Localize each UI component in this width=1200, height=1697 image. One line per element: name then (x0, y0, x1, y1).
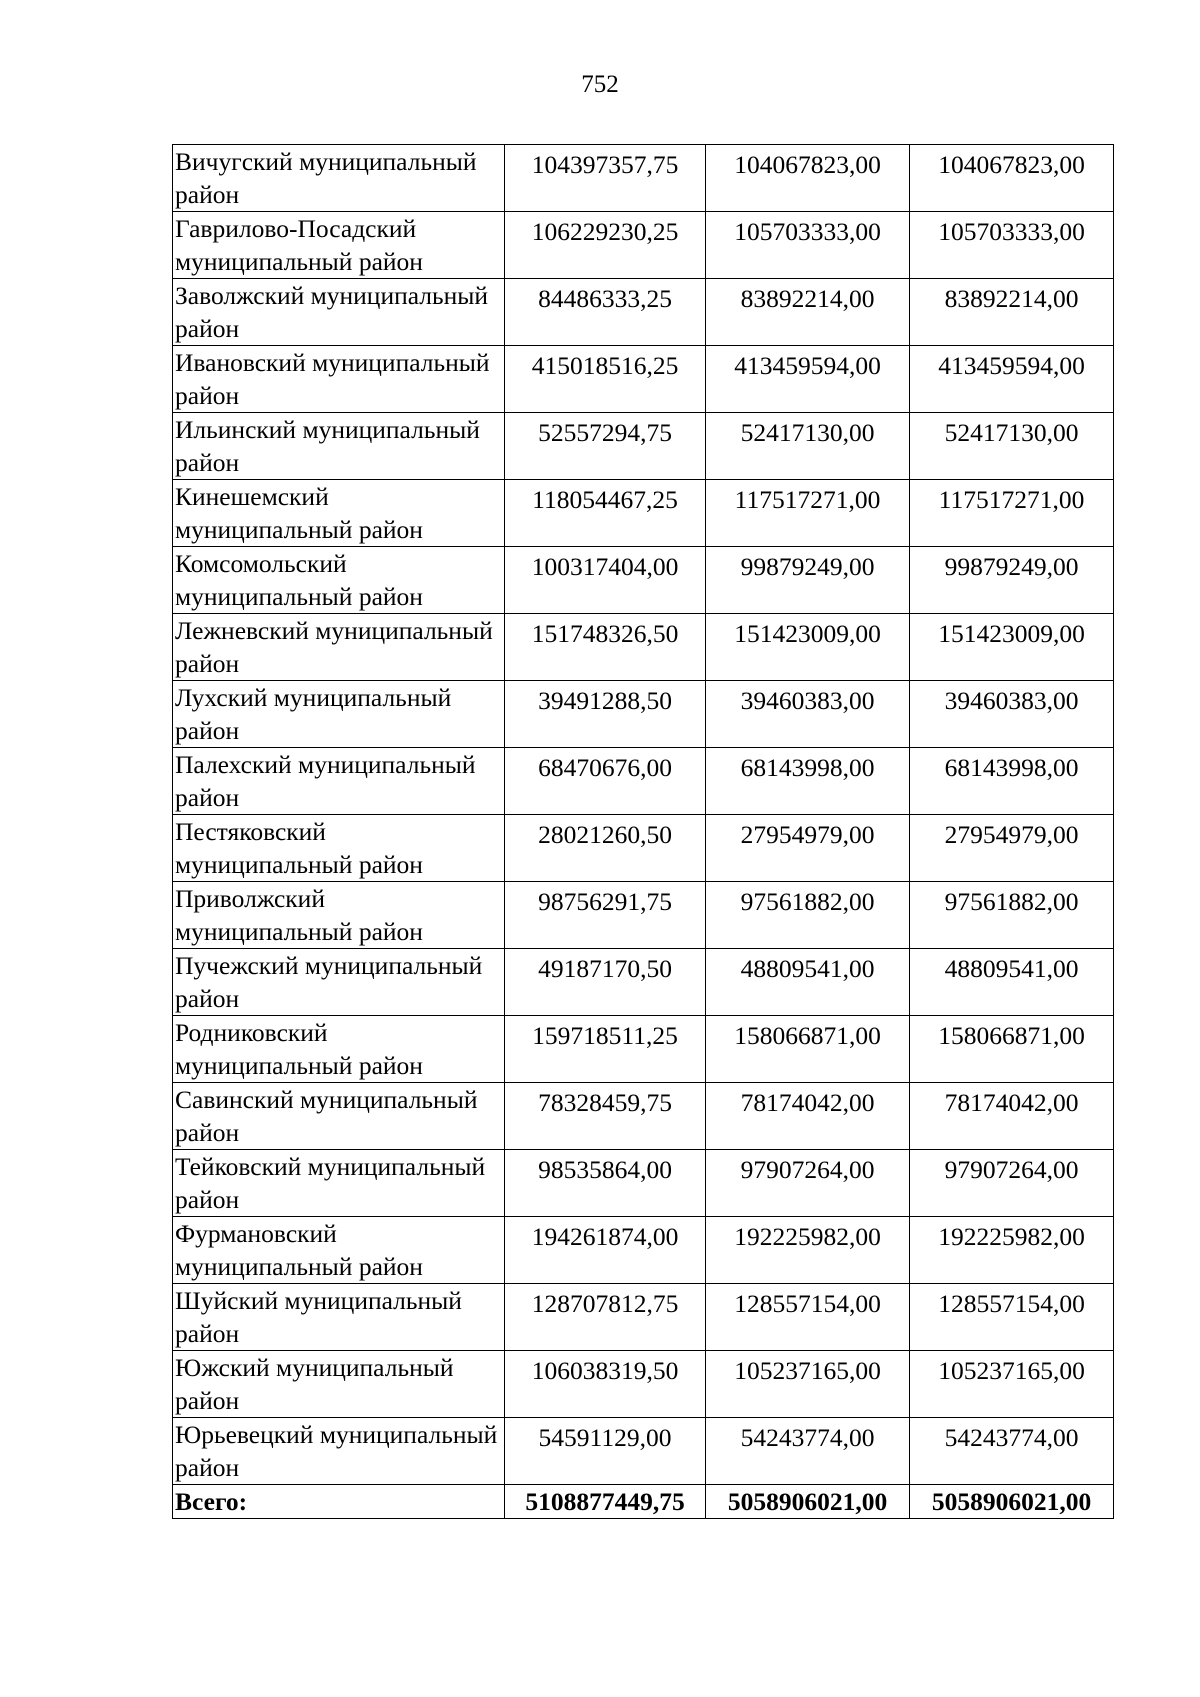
value-3-cell: 83892214,00 (910, 279, 1114, 346)
value-3-cell: 52417130,00 (910, 413, 1114, 480)
value-3-cell: 192225982,00 (910, 1217, 1114, 1284)
value-3-cell: 97907264,00 (910, 1150, 1114, 1217)
table-row (173, 413, 1114, 480)
value-2-cell: 52417130,00 (706, 413, 910, 480)
district-name-cell: Тейковский муниципальный район (173, 1150, 505, 1217)
value-1-cell: 194261874,00 (505, 1217, 706, 1284)
table-row (173, 1284, 1114, 1351)
value-1-cell: 98756291,75 (505, 882, 706, 949)
value-1-cell: 159718511,25 (505, 1016, 706, 1083)
table-row (173, 346, 1114, 413)
value-2-cell: 83892214,00 (706, 279, 910, 346)
table-row (173, 1418, 1114, 1485)
table-row (173, 815, 1114, 882)
value-1-cell: 98535864,00 (505, 1150, 706, 1217)
value-2-cell: 104067823,00 (706, 145, 910, 212)
table-row (173, 480, 1114, 547)
value-2-cell: 48809541,00 (706, 949, 910, 1016)
value-2-cell: 151423009,00 (706, 614, 910, 681)
district-name-cell: Кинешемский муниципальный район (173, 480, 505, 547)
value-2-cell: 158066871,00 (706, 1016, 910, 1083)
value-3-cell: 54243774,00 (910, 1418, 1114, 1485)
total-value-1: 5108877449,75 (505, 1485, 706, 1519)
district-name-cell: Фурмановский муниципальный район (173, 1217, 505, 1284)
value-3-cell: 105237165,00 (910, 1351, 1114, 1418)
total-row (173, 1485, 1114, 1519)
table-row (173, 1016, 1114, 1083)
value-2-cell: 97907264,00 (706, 1150, 910, 1217)
value-3-cell: 39460383,00 (910, 681, 1114, 748)
district-name-cell: Лежневский муниципальный район (173, 614, 505, 681)
value-2-cell: 39460383,00 (706, 681, 910, 748)
value-2-cell: 105703333,00 (706, 212, 910, 279)
table-body (173, 145, 1114, 1519)
value-1-cell: 49187170,50 (505, 949, 706, 1016)
total-value-3: 5058906021,00 (910, 1485, 1114, 1519)
value-1-cell: 54591129,00 (505, 1418, 706, 1485)
district-name-cell: Южский муниципальный район (173, 1351, 505, 1418)
value-3-cell: 27954979,00 (910, 815, 1114, 882)
value-2-cell: 78174042,00 (706, 1083, 910, 1150)
table-row (173, 949, 1114, 1016)
table-row (173, 547, 1114, 614)
district-name-cell: Пучежский муниципальный район (173, 949, 505, 1016)
table-row (173, 1150, 1114, 1217)
value-3-cell: 128557154,00 (910, 1284, 1114, 1351)
table-row (173, 145, 1114, 212)
table-row (173, 1351, 1114, 1418)
district-name-cell: Родниковский муниципальный район (173, 1016, 505, 1083)
table-row (173, 614, 1114, 681)
district-name-cell: Палехский муниципальный район (173, 748, 505, 815)
table-row (173, 279, 1114, 346)
table-row (173, 1083, 1114, 1150)
district-name-cell: Приволжский муниципальный район (173, 882, 505, 949)
value-2-cell: 117517271,00 (706, 480, 910, 547)
value-2-cell: 413459594,00 (706, 346, 910, 413)
district-name-cell: Ивановский муниципальный район (173, 346, 505, 413)
value-2-cell: 105237165,00 (706, 1351, 910, 1418)
value-1-cell: 128707812,75 (505, 1284, 706, 1351)
value-1-cell: 78328459,75 (505, 1083, 706, 1150)
district-name-cell: Юрьевецкий муниципальный район (173, 1418, 505, 1485)
district-name-cell: Заволжский муниципальный район (173, 279, 505, 346)
value-3-cell: 68143998,00 (910, 748, 1114, 815)
value-3-cell: 48809541,00 (910, 949, 1114, 1016)
value-1-cell: 106038319,50 (505, 1351, 706, 1418)
district-name-cell: Комсомольский муниципальный район (173, 547, 505, 614)
district-name-cell: Савинский муниципальный район (173, 1083, 505, 1150)
table-row (173, 882, 1114, 949)
value-2-cell: 192225982,00 (706, 1217, 910, 1284)
value-3-cell: 151423009,00 (910, 614, 1114, 681)
value-1-cell: 104397357,75 (505, 145, 706, 212)
table-row (173, 681, 1114, 748)
value-2-cell: 128557154,00 (706, 1284, 910, 1351)
value-3-cell: 99879249,00 (910, 547, 1114, 614)
value-1-cell: 118054467,25 (505, 480, 706, 547)
value-2-cell: 27954979,00 (706, 815, 910, 882)
district-name-cell: Гаврилово-Посадский муниципальный район (173, 212, 505, 279)
value-3-cell: 413459594,00 (910, 346, 1114, 413)
value-2-cell: 99879249,00 (706, 547, 910, 614)
page-number: 752 (581, 71, 619, 98)
table-row (173, 748, 1114, 815)
table-row (173, 212, 1114, 279)
total-value-2: 5058906021,00 (706, 1485, 910, 1519)
value-3-cell: 158066871,00 (910, 1016, 1114, 1083)
value-1-cell: 39491288,50 (505, 681, 706, 748)
value-2-cell: 68143998,00 (706, 748, 910, 815)
district-name-cell: Вичугский муниципальный район (173, 145, 505, 212)
value-3-cell: 105703333,00 (910, 212, 1114, 279)
value-1-cell: 100317404,00 (505, 547, 706, 614)
district-name-cell: Лухский муниципальный район (173, 681, 505, 748)
value-1-cell: 106229230,25 (505, 212, 706, 279)
district-name-cell: Пестяковский муниципальный район (173, 815, 505, 882)
value-1-cell: 52557294,75 (505, 413, 706, 480)
value-3-cell: 104067823,00 (910, 145, 1114, 212)
value-2-cell: 97561882,00 (706, 882, 910, 949)
district-name-cell: Шуйский муниципальный район (173, 1284, 505, 1351)
value-1-cell: 415018516,25 (505, 346, 706, 413)
value-3-cell: 117517271,00 (910, 480, 1114, 547)
value-1-cell: 151748326,50 (505, 614, 706, 681)
value-3-cell: 97561882,00 (910, 882, 1114, 949)
table-row (173, 1217, 1114, 1284)
total-label: Всего: (173, 1485, 505, 1519)
value-1-cell: 28021260,50 (505, 815, 706, 882)
value-1-cell: 68470676,00 (505, 748, 706, 815)
budget-table (172, 144, 1114, 1519)
value-3-cell: 78174042,00 (910, 1083, 1114, 1150)
value-1-cell: 84486333,25 (505, 279, 706, 346)
district-name-cell: Ильинский муниципальный район (173, 413, 505, 480)
value-2-cell: 54243774,00 (706, 1418, 910, 1485)
